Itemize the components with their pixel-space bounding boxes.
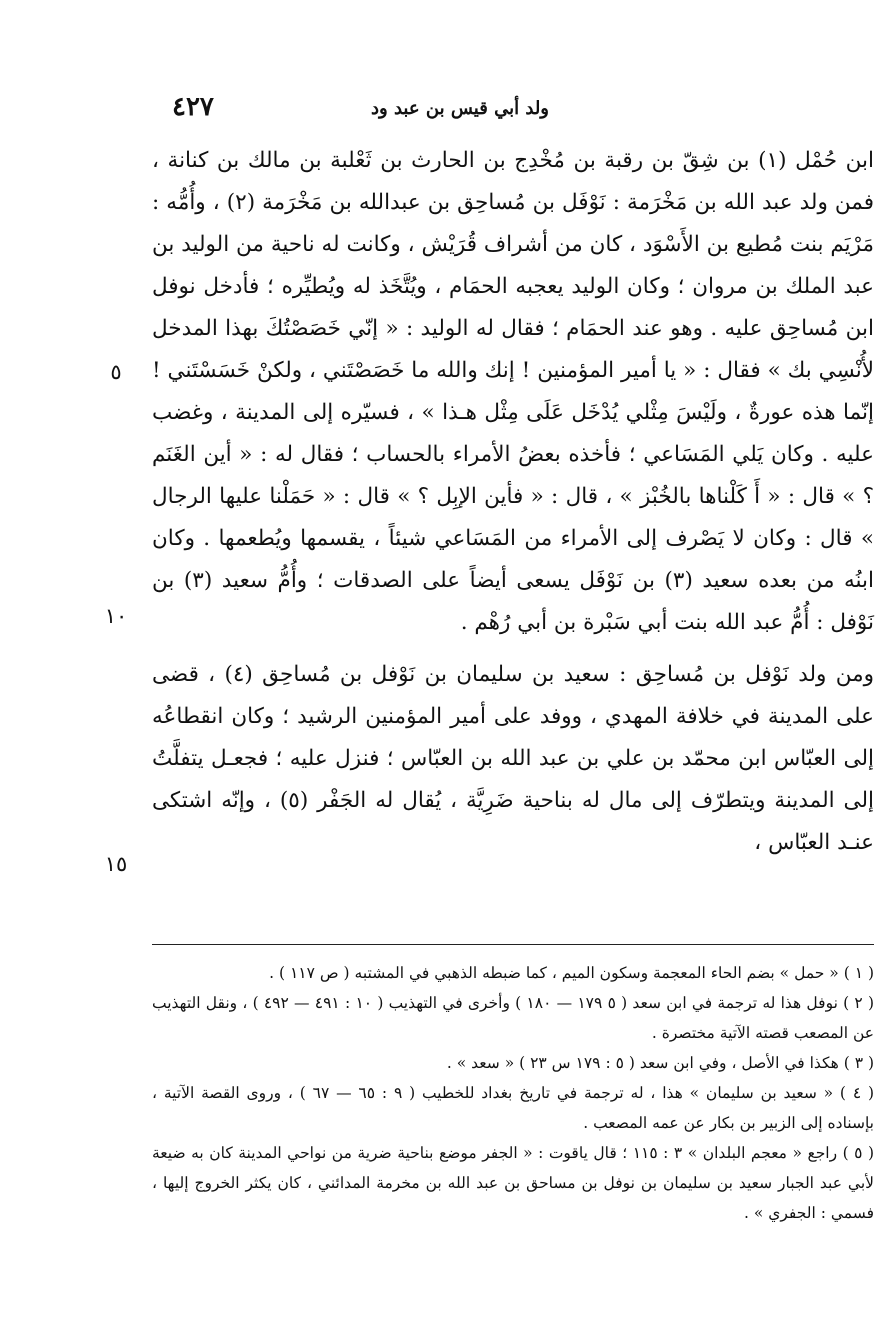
footnote-5: ( ٥ ) راجع « معجم البلدان » ٣ : ١١٥ ؛ قال ياقوت : « الجفر موضع بناحية ضرية من نواحي المدينة كان به ضيعة لأبي عبد الجبار سعيد بن سليمان بن نوفل بن مساحق بن عبد الله بن مخرمة المدائني ، كان يكثر الخروج إليها ، فسمي : الجفري » . [152,1144,874,1222]
footnote-3: ( ٣ ) هكذا في الأصل ، وفي ابن سعد ( ٥ : ١٧٩ س ٢٣ ) « سعد » . [446,1054,874,1072]
footnotes [152,958,874,1228]
page-header [0,92,894,132]
page-number: ٤٢٧ [172,92,214,122]
paragraph-2: ومن ولد نَوْفل بن مُساحِق : سعيد بن سليمان بن نَوْفل بن مُساحِق (٤) ، قضى على المدينة في خلافة المهدي ، ووفد على أمير المؤمنين الرشيد ؛ وكان انقطاعُه إلى العبّاس ابن محمّد بن علي بن عبد الله بن العبّاس ؛ فنزل عليه ؛ فجعـل يتفلَّتُ إلى المدينة ويتطرّف إلى مال له بناحية ضَرِيَّة ، يُقال له الجَفْر (٥) ، وإنّه اشتكى عنـد العبّاس ، [152,662,875,855]
footnote-separator [152,944,874,945]
line-number-10: ١٠ [104,604,128,628]
running-title: ولد أبي قيس بن عبد ود [371,98,549,119]
line-number-5: ٥ [110,360,122,384]
footnote-4: ( ٤ ) « سعيد بن سليمان » هذا ، له ترجمة في تاريخ بغداد للخطيب ( ٩ : ٦٥ — ٦٧ ) ، وروى القصة الآتية ، بإسناده إلى الزبير بن بكار عن عمه المصعب . [152,1084,875,1132]
footnote-1: ( ١ ) « حمل » بضم الحاء المعجمة وسكون الميم ، كما ضبطه الذهبي في المشتبه ( ص ١١٧ ) . [269,964,874,982]
paragraph-1: ابن حُمْل (١) بن شِقّ بن رقبة بن مُخْدِج بن الحارث بن ثَعْلبة بن مالك بن كنانة ، فمن ولد عبد الله بن مَخْرَمة : نَوْفَل بن مُساحِق بن عبدالله بن مَخْرَمة (٢) ، وأُمُّه : مَرْيَم بنت مُطيع بن الأَسْوَد ، كان من أشراف قُرَيْش ، وكانت له ناحية من الوليد بن عبد الملك بن مروان ؛ وكان الوليد يعجبه الحمَام ، ويُتَّخَذ له ويُطيِّره ؛ فأدخل نوفل ابن مُساحِق عليه . وهو عند الحمَام ؛ فقال له الوليد : « إنّي خَصَصْتُكَ بهذا المدخل لأُنْسِي بك » فقال : « يا أمير المؤمنين ! إنك والله ما خَصَصْتَني ، ولكنْ خَسَسْتَني ! إنّما هذه عورةٌ ، ولَيْسَ مِثْلي يُدْخَل عَلَى مِثْل هـذا » ، فسيّره إلى المدينة ، وغضب عليه . وكان يَلي المَسَاعي ؛ فأخذه بعضُ الأمراء بالحساب ؛ فقال له : « أين الغَنَم ؟ » قال : « أَ كَلْناها بالخُبْز » ، قال : « فأين الإبِل ؟ » قال : « حَمَلْنا عليها الرجال » قال : وكان لا يَصْرف إلى الأمراء من المَسَاعي شيئاً ، يقسمها ويُطعمها . وكان ابنُه من بعده سعيد (٣) بن نَوْفَل يسعى أيضاً على الصدقات ؛ وأُمُّ سعيد (٣) بن نَوْفل : أُمُّ عبد الله بنت أبي سَبْرة بن أبي رُهْم . [152,148,874,635]
main-text [152,140,874,864]
line-number-15: ١٥ [104,852,128,876]
footnote-2: ( ٢ ) نوفل هذا له ترجمة في ابن سعد ( ٥ ١٧٩ — ١٨٠ ) وأخرى في التهذيب ( ١٠ : ٤٩١ — ٤٩٢ ) ، ونقل التهذيب عن المصعب قصته الآتية مختصرة . [152,994,875,1042]
